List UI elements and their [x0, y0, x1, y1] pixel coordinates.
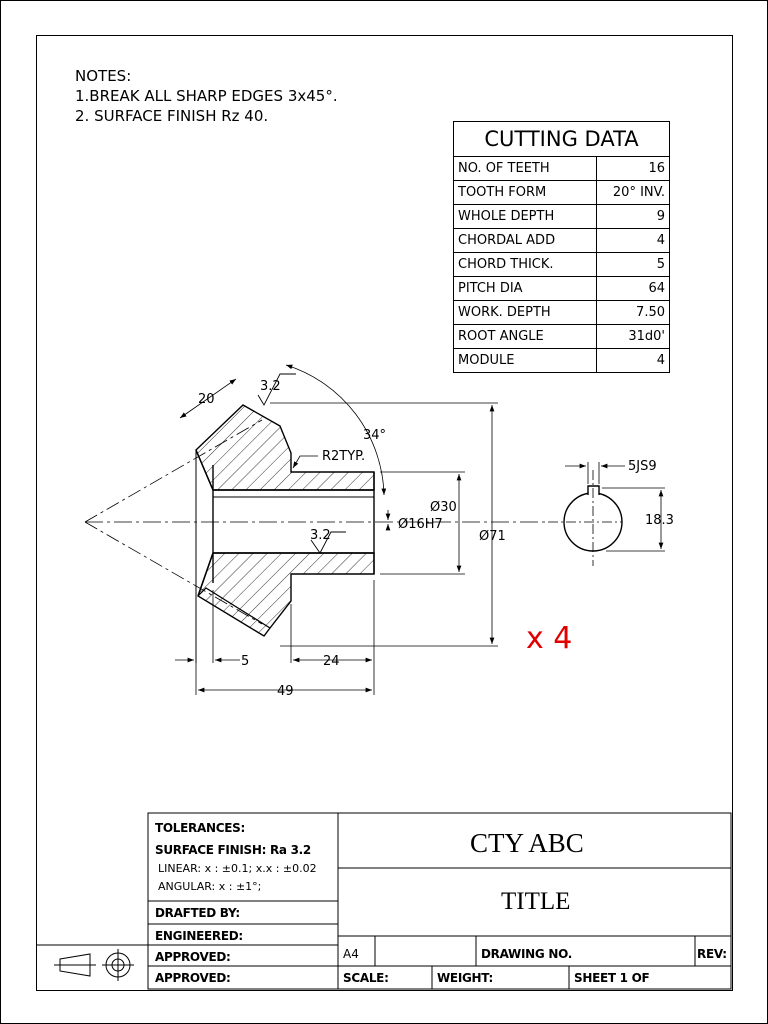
row-label: CHORD THICK. — [454, 253, 597, 277]
dim-roughness-top: 3.2 — [260, 379, 281, 394]
row-value: 16 — [597, 157, 670, 181]
dim-dia71: Ø71 — [479, 529, 506, 544]
projection-symbol-icon — [54, 949, 134, 981]
row-label: MODULE — [454, 349, 597, 373]
dim-5: 5 — [241, 654, 250, 669]
dim-dia16: Ø16H7 — [398, 517, 443, 532]
sheet-label: SHEET 1 OF — [574, 971, 650, 985]
section-lower — [198, 553, 374, 636]
row-label: CHORDAL ADD — [454, 229, 597, 253]
row-value: 4 — [597, 229, 670, 253]
drawing-title: TITLE — [501, 888, 571, 915]
row-value: 31d0' — [597, 325, 670, 349]
row-value: 20° INV. — [597, 181, 670, 205]
engineered-label: ENGINEERED: — [155, 929, 243, 943]
notes-heading: NOTES: — [75, 67, 132, 85]
row-value: 5 — [597, 253, 670, 277]
dim-24: 24 — [323, 654, 340, 669]
note-1: 1.BREAK ALL SHARP EDGES 3x45°. — [75, 87, 338, 105]
linear-tolerance: LINEAR: x : ±0.1; x.x : ±0.02 — [158, 862, 317, 875]
title-block-lines — [36, 813, 731, 989]
dim-dia30: Ø30 — [430, 500, 457, 515]
company-name: CTY ABC — [470, 828, 584, 858]
row-label: NO. OF TEETH — [454, 157, 597, 181]
surface-finish-label: SURFACE FINISH: Ra 3.2 — [155, 843, 311, 857]
row-label: TOOTH FORM — [454, 181, 597, 205]
dim-roughness-bore: 3.2 — [310, 528, 331, 543]
drafted-by-label: DRAFTED BY: — [155, 906, 240, 920]
row-value: 9 — [597, 205, 670, 229]
dim-angle: 34° — [363, 428, 387, 443]
sheet-size: A4 — [343, 947, 359, 961]
dim-keyway: 5JS9 — [628, 459, 657, 474]
dim-keydepth: 18.3 — [645, 513, 674, 528]
angular-tolerance: ANGULAR: x : ±1°; — [158, 880, 262, 893]
dim-49: 49 — [277, 684, 294, 699]
row-value: 64 — [597, 277, 670, 301]
row-value: 7.50 — [597, 301, 670, 325]
row-label: PITCH DIA — [454, 277, 597, 301]
cutting-data-title: CUTTING DATA — [454, 122, 670, 157]
rev-label: REV: — [697, 947, 727, 961]
row-label: ROOT ANGLE — [454, 325, 597, 349]
section-upper — [196, 405, 374, 490]
row-value: 4 — [597, 349, 670, 373]
drawing-no-label: DRAWING NO. — [481, 947, 572, 961]
quantity-annotation: x 4 — [526, 621, 573, 656]
scale-label: SCALE: — [343, 971, 389, 985]
dim-20: 20 — [198, 392, 215, 407]
weight-label: WEIGHT: — [437, 971, 494, 985]
approved-label-1: APPROVED: — [155, 950, 231, 964]
approved-label-2: APPROVED: — [155, 971, 231, 985]
note-2: 2. SURFACE FINISH Rz 40. — [75, 107, 269, 125]
row-label: WHOLE DEPTH — [454, 205, 597, 229]
row-label: WORK. DEPTH — [454, 301, 597, 325]
tolerances-label: TOLERANCES: — [155, 821, 245, 835]
dim-radius: R2TYP. — [322, 449, 366, 464]
